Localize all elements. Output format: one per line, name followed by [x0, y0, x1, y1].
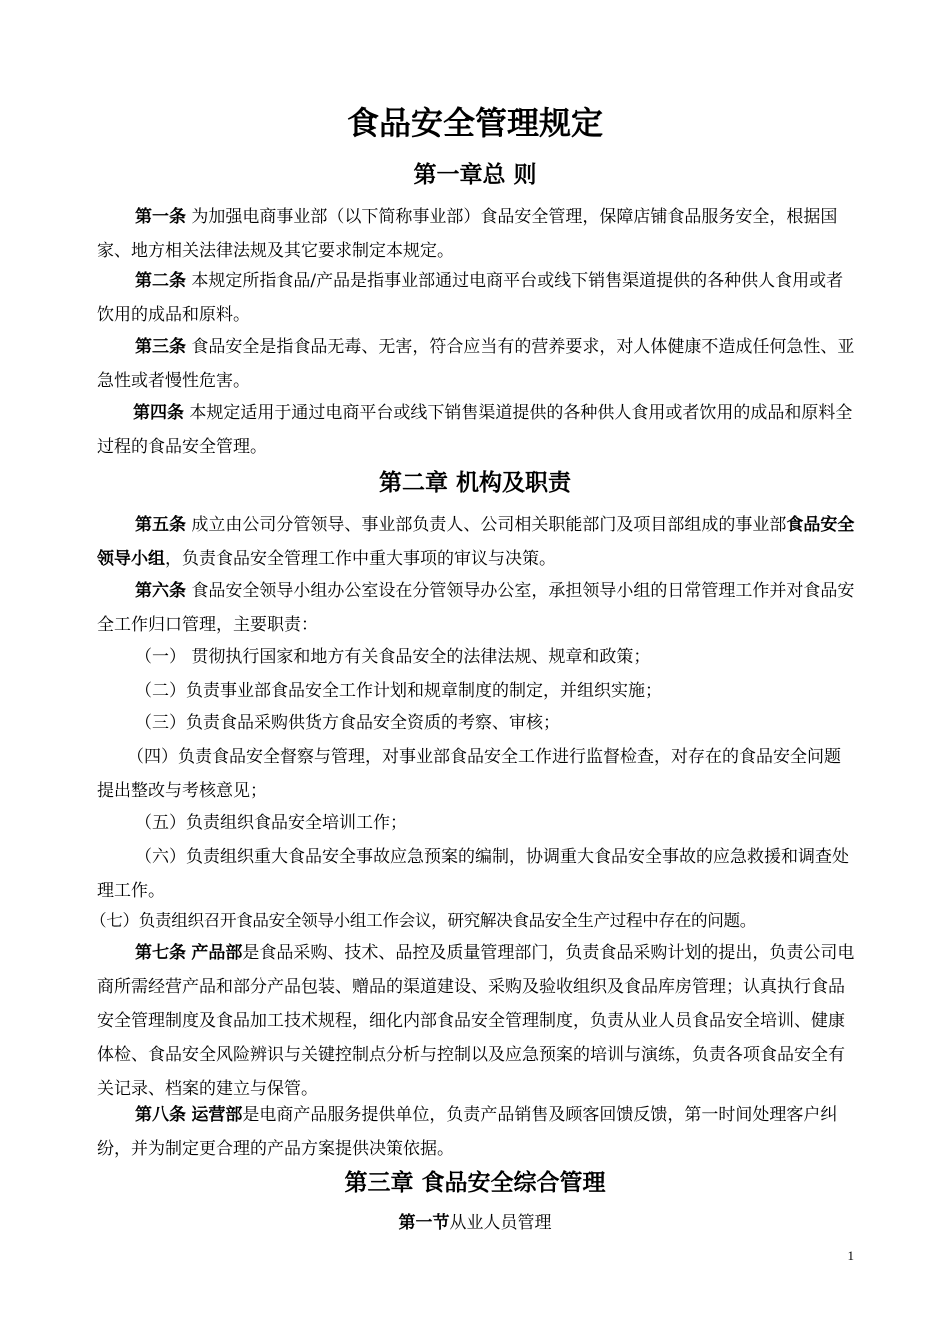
page-number: 1 — [847, 1248, 854, 1263]
article-7-label: 第七条 — [135, 943, 186, 963]
duty-item-5: （五）负责组织食品安全培训工作； — [135, 813, 407, 833]
article-8-dept: 运营部 — [191, 1105, 243, 1125]
article-8-label: 第八条 — [135, 1105, 186, 1125]
article-5-text-2: ，负责食品安全管理工作中重大事项的审议与决策。 — [165, 549, 556, 569]
chapter-1-heading: 第一章总 则 — [413, 161, 537, 188]
article-1-label: 第一条 — [135, 207, 186, 227]
article-6-label: 第六条 — [135, 581, 186, 601]
duty-item-3: （三）负责食品采购供货方食品安全资质的考察、审核； — [135, 713, 560, 733]
duty-item-4: （四）负责食品安全督察与管理，对事业部食品安全工作进行监督检查，对存在的食品安全问题提出整改与考核意见； — [97, 747, 841, 801]
article-1-text: 为加强电商事业部（以下简称事业部）食品安全管理，保障店铺食品服务安全，根据国家、地方相关法律法规及其它要求制定本规定。 — [97, 207, 838, 261]
article-3-text: 食品安全是指食品无毒、无害，符合应当有的营养要求，对人体健康不造成任何急性、亚急性或者慢性危害。 — [97, 337, 855, 391]
article-7-dept: 产品部 — [191, 943, 243, 963]
article-5-bold-text: 食品安全领导小组 — [97, 515, 855, 569]
section-1-heading — [0, 1210, 950, 1236]
section-1-title: 从业人员管理 — [449, 1213, 552, 1233]
article-7-text: 是食品采购、技术、品控及质量管理部门，负责食品采购计划的提出，负责公司电商所需经营产品和部分产品包装、赠品的渠道建设、采购及验收组织及食品库房管理；认真执行食品安全管理制度及食品加工技术规程，细化内部食品安全管理制度，负责从业人员食品安全培训、健康体检、食品安全风险辨识与关键控制点分析与控制以及应急预案的培训与演练，负责各项食品安全有关记录、档案的建立与保管。 — [97, 943, 855, 1099]
article-2-label: 第二条 — [135, 271, 186, 291]
article-7 — [97, 936, 857, 1106]
section-1-label: 第一节 — [398, 1213, 450, 1233]
duty-item-7: （七）负责组织召开食品安全领导小组工作会议，研究解决食品安全生产过程中存在的问题。 — [90, 911, 756, 930]
article-5-label: 第五条 — [135, 515, 186, 535]
article-3 — [97, 330, 857, 398]
article-5 — [97, 508, 857, 576]
article-1 — [97, 200, 857, 268]
article-8-text: 是电商产品服务提供单位，负责产品销售及顾客回馈反馈，第一时间处理客户纠纷，并为制定更合理的产品方案提供决策依据。 — [97, 1105, 838, 1159]
article-4-text: 本规定适用于通过电商平台或线下销售渠道提供的各种供人食用或者饮用的成品和原料全过程的食品安全管理。 — [97, 403, 853, 457]
chapter-3-heading: 第三章 食品安全综合管理 — [344, 1169, 606, 1196]
article-2 — [97, 264, 857, 332]
duty-item-6: （六）负责组织重大食品安全事故应急预案的编制，协调重大食品安全事故的应急救援和调查处理工作。 — [97, 847, 849, 901]
article-5-text-1: 成立由公司分管领导、事业部负责人、公司相关职能部门及项目部组成的事业部 — [186, 515, 787, 535]
article-8 — [97, 1098, 857, 1166]
article-6-text: 食品安全领导小组办公室设在分管领导办公室，承担领导小组的日常管理工作并对食品安全工作归口管理，主要职责： — [97, 581, 855, 635]
article-4 — [97, 396, 857, 464]
article-2-text: 本规定所指食品/产品是指事业部通过电商平台或线下销售渠道提供的各种供人食用或者饮用的成品和原料。 — [97, 271, 844, 325]
article-4-label: 第四条 — [133, 403, 184, 423]
duty-item-1: （一） 贯彻执行国家和地方有关食品安全的法律法规、规章和政策； — [135, 647, 651, 667]
chapter-2-heading: 第二章 机构及职责 — [378, 469, 571, 496]
article-6 — [97, 574, 857, 642]
article-3-label: 第三条 — [135, 337, 186, 357]
duty-item-2: （二）负责事业部食品安全工作计划和规章制度的制定，并组织实施； — [135, 681, 662, 701]
document-title: 食品安全管理规定 — [346, 104, 603, 142]
